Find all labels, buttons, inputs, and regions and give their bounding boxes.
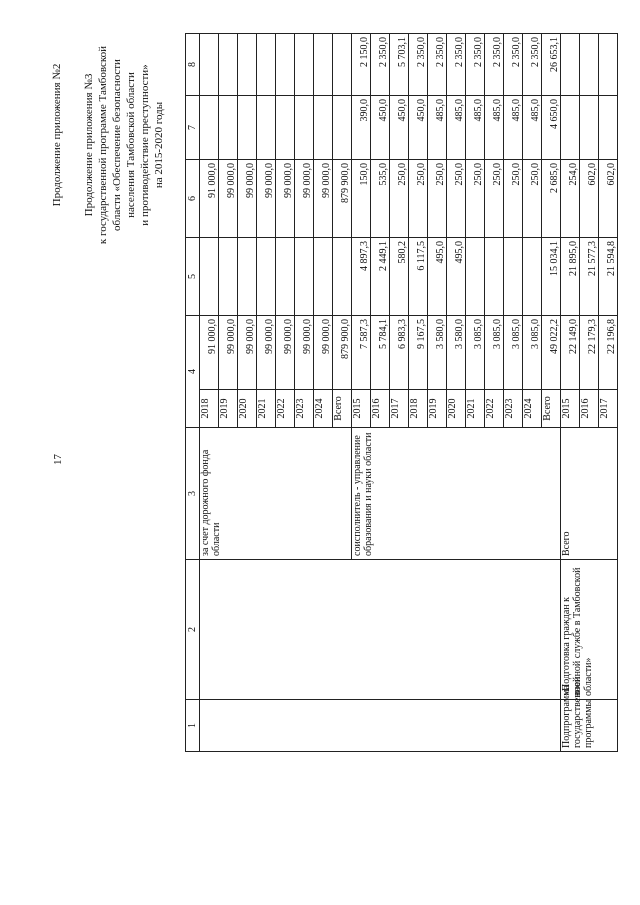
amount-cell: 3 580,0 xyxy=(428,316,447,390)
amount-cell: 2 350,0 xyxy=(485,34,504,96)
amount-cell: 3 085,0 xyxy=(466,316,485,390)
amount-cell xyxy=(580,96,599,160)
empty-cell xyxy=(200,700,561,752)
amount-cell: 22 179,3 xyxy=(580,316,599,390)
column-number: 3 xyxy=(186,428,200,560)
source-cell: Всего xyxy=(561,428,618,560)
amount-cell: 150,0 xyxy=(352,160,371,238)
amount-cell: 602,0 xyxy=(580,160,599,238)
amount-cell: 2 350,0 xyxy=(504,34,523,96)
amount-cell xyxy=(257,96,276,160)
amount-cell xyxy=(599,34,618,96)
amount-cell xyxy=(333,238,352,316)
amount-cell: 26 653,1 xyxy=(542,34,561,96)
amount-cell: 602,0 xyxy=(599,160,618,238)
amount-cell: 6 117,5 xyxy=(409,238,428,316)
amount-cell xyxy=(238,34,257,96)
amount-cell: 2 449,1 xyxy=(371,238,390,316)
amount-cell: 485,0 xyxy=(523,96,542,160)
amount-cell xyxy=(219,238,238,316)
amount-cell xyxy=(238,238,257,316)
amount-cell: 2 350,0 xyxy=(371,34,390,96)
amount-cell: 3 085,0 xyxy=(504,316,523,390)
amount-cell: 5 703,1 xyxy=(390,34,409,96)
amount-cell: 99 000,0 xyxy=(314,160,333,238)
year-cell: 2022 xyxy=(485,390,504,428)
amount-cell: 254,0 xyxy=(561,160,580,238)
year-cell: 2022 xyxy=(276,390,295,428)
amount-cell: 3 580,0 xyxy=(447,316,466,390)
header-line: области «Обеспечение безопасности xyxy=(111,59,123,231)
amount-cell: 250,0 xyxy=(466,160,485,238)
amount-cell: 49 022,2 xyxy=(542,316,561,390)
amount-cell: 2 350,0 xyxy=(447,34,466,96)
amount-cell: 485,0 xyxy=(428,96,447,160)
page-number: 17 xyxy=(52,454,64,465)
amount-cell: 879 900,0 xyxy=(333,316,352,390)
amount-cell xyxy=(257,238,276,316)
amount-cell xyxy=(219,34,238,96)
year-cell: 2018 xyxy=(409,390,428,428)
year-cell: 2021 xyxy=(257,390,276,428)
amount-cell: 2 350,0 xyxy=(428,34,447,96)
amount-cell: 4 650,0 xyxy=(542,96,561,160)
amount-cell: 99 000,0 xyxy=(295,160,314,238)
amount-cell xyxy=(314,238,333,316)
amount-cell: 99 000,0 xyxy=(219,160,238,238)
amount-cell: 99 000,0 xyxy=(314,316,333,390)
amount-cell: 450,0 xyxy=(371,96,390,160)
year-cell: 2020 xyxy=(447,390,466,428)
year-cell: 2021 xyxy=(466,390,485,428)
header-line: населения Тамбовской области xyxy=(125,72,137,218)
year-cell: 2024 xyxy=(523,390,542,428)
amount-cell xyxy=(295,96,314,160)
header-line: на 2015-2020 годы xyxy=(153,101,165,189)
header-line: и противодействие преступности» xyxy=(139,64,151,226)
amount-cell: 99 000,0 xyxy=(238,160,257,238)
amount-cell xyxy=(333,34,352,96)
year-cell: 2023 xyxy=(295,390,314,428)
amount-cell xyxy=(333,96,352,160)
amount-cell: 250,0 xyxy=(428,160,447,238)
column-number: 5 xyxy=(186,238,200,316)
year-cell: 2024 xyxy=(314,390,333,428)
amount-cell: 250,0 xyxy=(504,160,523,238)
amount-cell xyxy=(200,238,219,316)
amount-cell: 21 895,0 xyxy=(561,238,580,316)
appendix-2-header xyxy=(50,20,64,250)
amount-cell xyxy=(219,96,238,160)
subprogram-name-cell: «Подготовка граждан к военной службе в Тамбовской области» xyxy=(561,560,618,700)
amount-cell: 450,0 xyxy=(409,96,428,160)
table-row xyxy=(200,34,219,752)
amount-cell: 99 000,0 xyxy=(257,316,276,390)
amount-cell xyxy=(200,96,219,160)
amount-cell xyxy=(295,238,314,316)
amount-cell: 485,0 xyxy=(504,96,523,160)
amount-cell: 21 577,3 xyxy=(580,238,599,316)
empty-cell xyxy=(200,560,561,700)
amount-cell: 495,0 xyxy=(428,238,447,316)
amount-cell: 91 000,0 xyxy=(200,316,219,390)
year-cell: 2016 xyxy=(580,390,599,428)
amount-cell: 3 085,0 xyxy=(485,316,504,390)
amount-cell: 250,0 xyxy=(523,160,542,238)
amount-cell: 22 149,0 xyxy=(561,316,580,390)
amount-cell: 99 000,0 xyxy=(276,160,295,238)
column-number: 6 xyxy=(186,160,200,238)
amount-cell xyxy=(523,238,542,316)
header-line: Продолжение приложения №3 xyxy=(83,73,95,217)
amount-cell: 390,0 xyxy=(352,96,371,160)
header-line: к государственной программе Тамбовской xyxy=(97,45,109,245)
amount-cell: 2 350,0 xyxy=(466,34,485,96)
amount-cell xyxy=(257,34,276,96)
table-body xyxy=(186,34,618,752)
year-cell: 2020 xyxy=(238,390,257,428)
amount-cell xyxy=(295,34,314,96)
amount-cell: 99 000,0 xyxy=(295,316,314,390)
amount-cell: 450,0 xyxy=(390,96,409,160)
column-number: 8 xyxy=(186,34,200,96)
amount-cell: 485,0 xyxy=(447,96,466,160)
amount-cell: 2 350,0 xyxy=(523,34,542,96)
year-cell: 2018 xyxy=(200,390,219,428)
amount-cell: 6 983,3 xyxy=(390,316,409,390)
amount-cell xyxy=(485,238,504,316)
amount-cell: 7 587,3 xyxy=(352,316,371,390)
column-number: 7 xyxy=(186,96,200,160)
amount-cell: 21 594,8 xyxy=(599,238,618,316)
year-cell: 2016 xyxy=(371,390,390,428)
amount-cell: 15 034,1 xyxy=(542,238,561,316)
column-number: 4 xyxy=(186,316,200,428)
year-cell: 2017 xyxy=(390,390,409,428)
amount-cell xyxy=(561,96,580,160)
year-cell: 2019 xyxy=(219,390,238,428)
year-cell: 2019 xyxy=(428,390,447,428)
amount-cell: 9 167,5 xyxy=(409,316,428,390)
year-cell: 2017 xyxy=(599,390,618,428)
amount-cell xyxy=(276,34,295,96)
amount-cell xyxy=(561,34,580,96)
source-cell: за счет дорожного фонда области xyxy=(200,428,352,560)
amount-cell xyxy=(314,96,333,160)
amount-cell xyxy=(504,238,523,316)
column-number: 1 xyxy=(186,700,200,752)
amount-cell: 535,0 xyxy=(371,160,390,238)
amount-cell: 2 150,0 xyxy=(352,34,371,96)
year-cell: 2015 xyxy=(561,390,580,428)
header-line: Продолжение приложения №2 xyxy=(51,63,63,207)
table-row xyxy=(561,34,580,752)
amount-cell: 250,0 xyxy=(390,160,409,238)
amount-cell: 485,0 xyxy=(485,96,504,160)
amount-cell xyxy=(276,96,295,160)
amount-cell: 4 897,3 xyxy=(352,238,371,316)
amount-cell: 879 900,0 xyxy=(333,160,352,238)
amount-cell xyxy=(200,34,219,96)
amount-cell: 2 685,0 xyxy=(542,160,561,238)
amount-cell: 250,0 xyxy=(485,160,504,238)
amount-cell: 99 000,0 xyxy=(257,160,276,238)
year-cell: Всего xyxy=(542,390,561,428)
source-cell: соисполнитель - управление образования и науки области xyxy=(352,428,561,560)
amount-cell: 22 196,8 xyxy=(599,316,618,390)
funding-table xyxy=(185,33,618,752)
amount-cell xyxy=(238,96,257,160)
year-cell: 2015 xyxy=(352,390,371,428)
amount-cell xyxy=(276,238,295,316)
column-number: 2 xyxy=(186,560,200,700)
amount-cell: 250,0 xyxy=(447,160,466,238)
amount-cell xyxy=(599,96,618,160)
amount-cell xyxy=(466,238,485,316)
amount-cell xyxy=(580,34,599,96)
amount-cell: 5 784,1 xyxy=(371,316,390,390)
amount-cell: 485,0 xyxy=(466,96,485,160)
amount-cell: 3 085,0 xyxy=(523,316,542,390)
subprogram-type-cell: Подпрограмма государственной программы xyxy=(561,700,618,752)
amount-cell: 495,0 xyxy=(447,238,466,316)
amount-cell: 99 000,0 xyxy=(276,316,295,390)
amount-cell: 91 000,0 xyxy=(200,160,219,238)
amount-cell: 2 350,0 xyxy=(409,34,428,96)
amount-cell: 99 000,0 xyxy=(238,316,257,390)
amount-cell: 99 000,0 xyxy=(219,316,238,390)
year-cell: 2023 xyxy=(504,390,523,428)
appendix-3-header xyxy=(82,30,166,260)
amount-cell: 580,2 xyxy=(390,238,409,316)
year-cell: Всего xyxy=(333,390,352,428)
amount-cell xyxy=(314,34,333,96)
amount-cell: 250,0 xyxy=(409,160,428,238)
column-number-row xyxy=(186,34,200,752)
